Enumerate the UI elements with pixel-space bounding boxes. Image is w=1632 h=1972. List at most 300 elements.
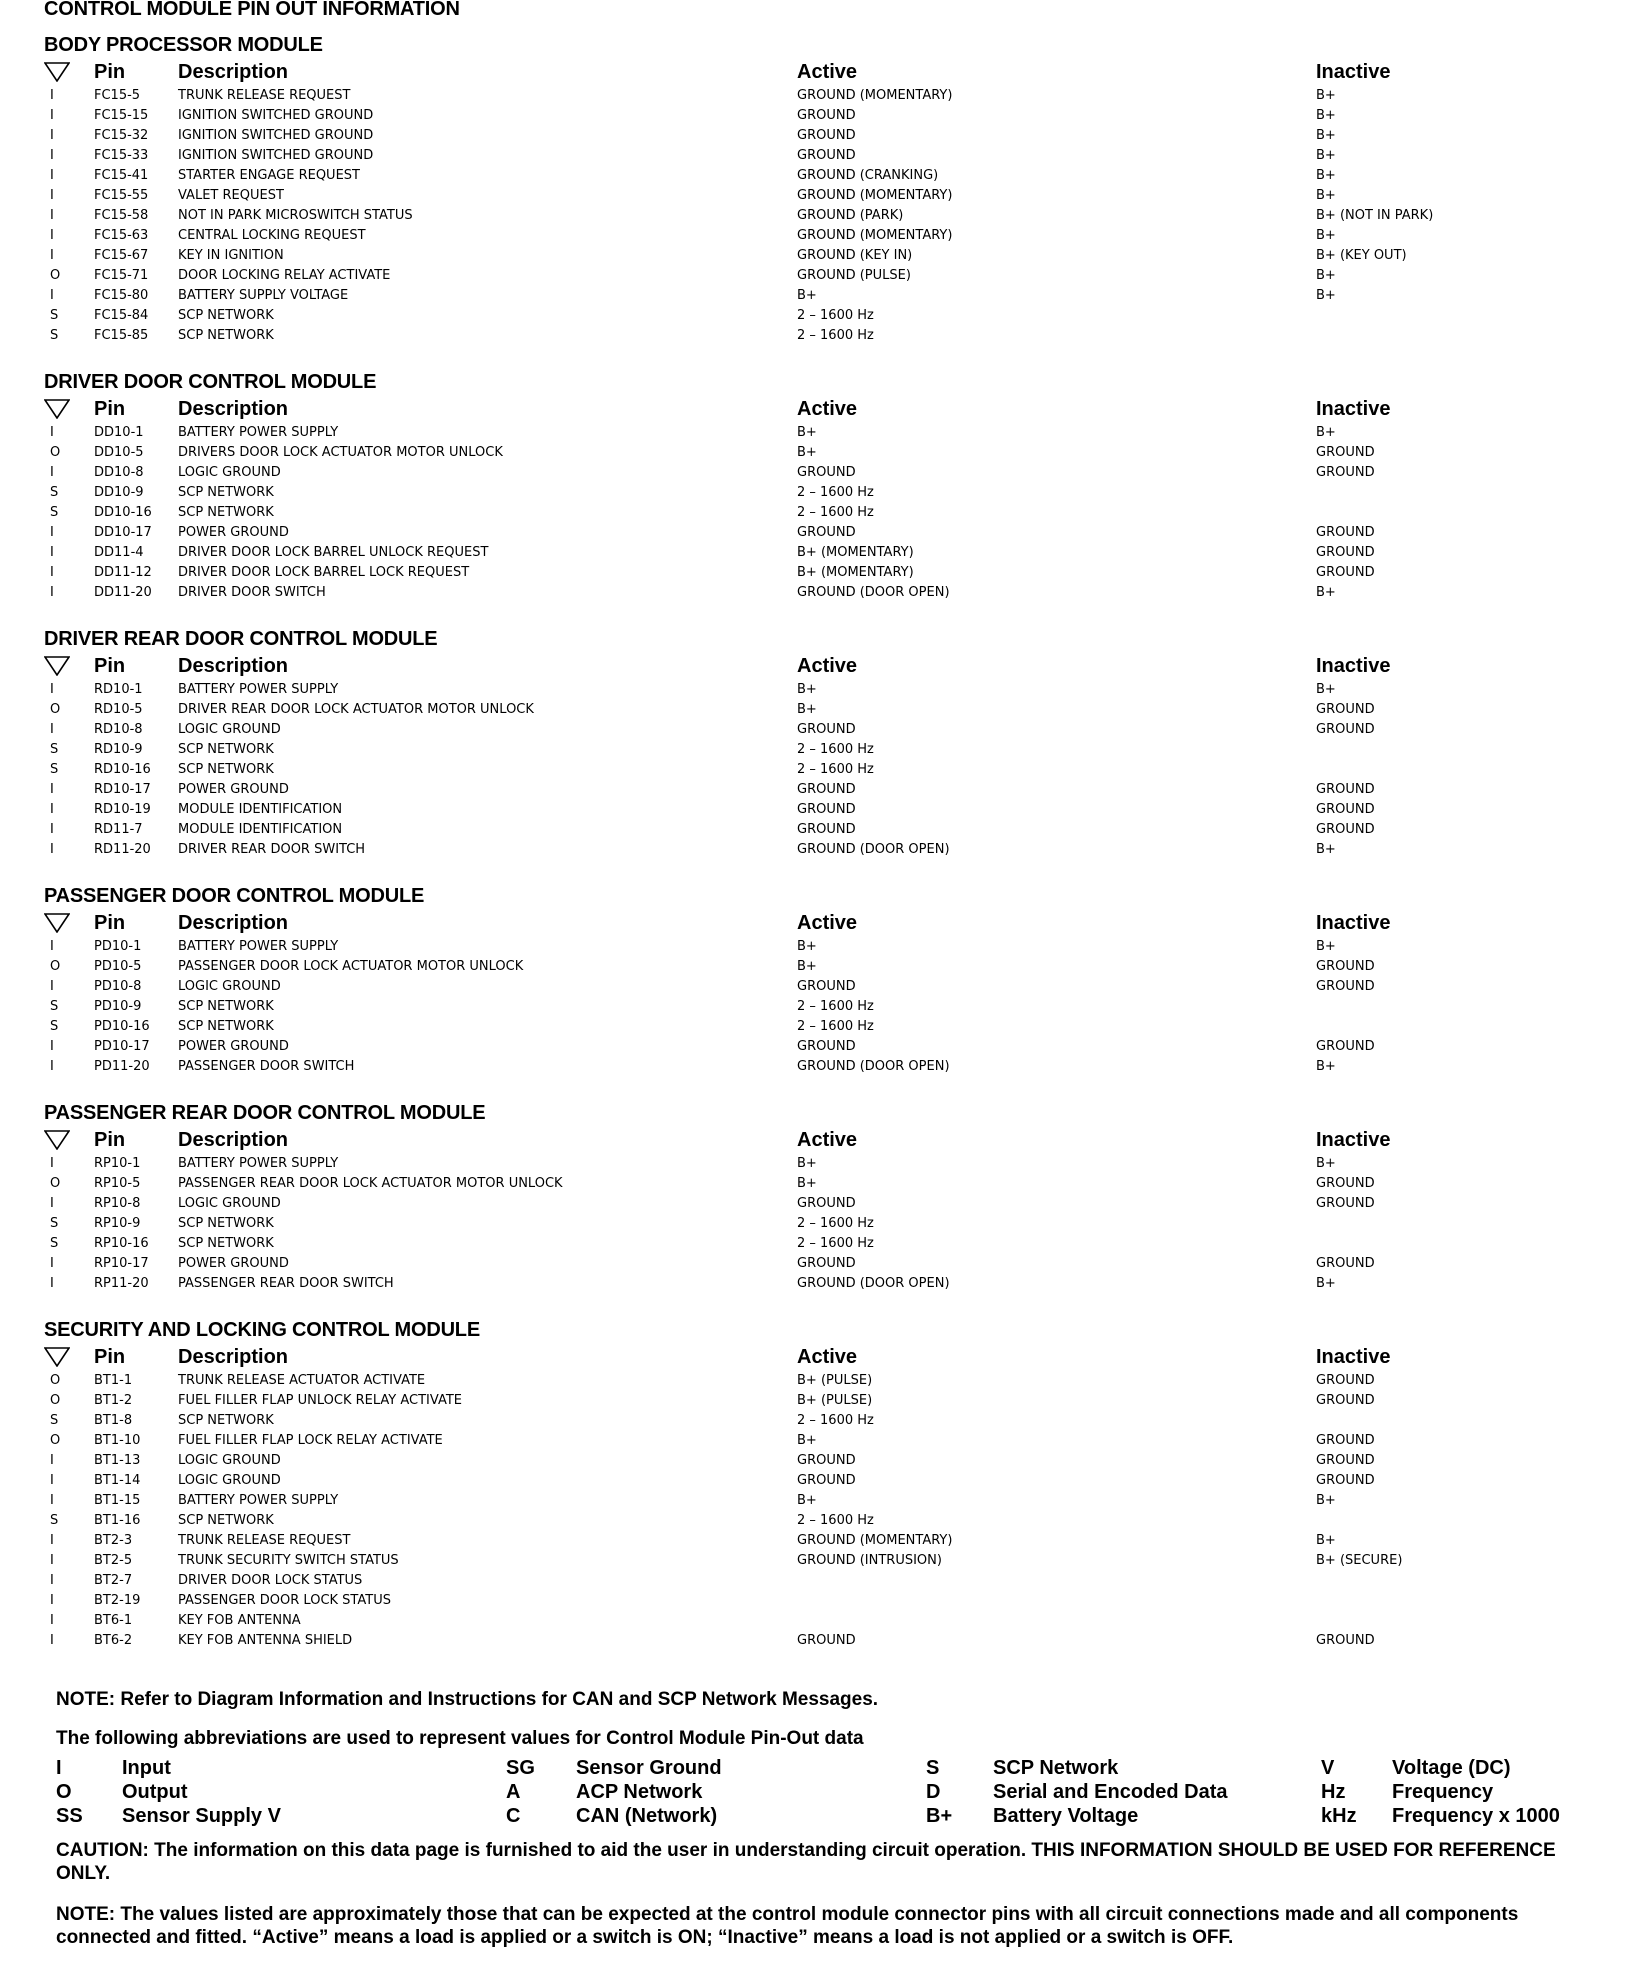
pin-type: I	[50, 1059, 54, 1074]
pin-id: FC15-5	[94, 88, 141, 103]
pin-active-value: GROUND (MOMENTARY)	[797, 228, 953, 243]
pin-row	[44, 720, 1604, 740]
pin-id: PD10-17	[94, 1039, 150, 1054]
pin-type: I	[50, 722, 54, 737]
pin-id: BT1-1	[94, 1373, 133, 1388]
pin-row	[44, 1274, 1604, 1294]
pin-description: SCP NETWORK	[178, 1413, 274, 1428]
pin-description: BATTERY POWER SUPPLY	[178, 425, 339, 440]
pin-inactive-value: GROUND	[1316, 565, 1375, 580]
network-note: NOTE: Refer to Diagram Information and Instructions for CAN and SCP Network Messages.	[56, 1689, 879, 1710]
pin-type: I	[50, 1553, 54, 1568]
pin-inactive-value: B+ (SECURE)	[1316, 1553, 1403, 1568]
abbr-meaning: Serial and Encoded Data	[993, 1781, 1228, 1803]
pin-active-value: GROUND	[797, 525, 856, 540]
pin-row	[44, 780, 1604, 800]
pin-inactive-value: B+	[1316, 1533, 1336, 1548]
pin-description: PASSENGER DOOR LOCK ACTUATOR MOTOR UNLOCK	[178, 959, 524, 974]
pin-active-value: GROUND	[797, 465, 856, 480]
pin-id: DD10-16	[94, 505, 152, 520]
active-header: Active	[797, 1346, 858, 1368]
pin-type: I	[50, 1156, 54, 1171]
triangle-down-icon	[44, 913, 70, 933]
pin-description: LOGIC GROUND	[178, 1196, 281, 1211]
pin-active-value: GROUND (DOOR OPEN)	[797, 1059, 950, 1074]
pin-description: PASSENGER REAR DOOR SWITCH	[178, 1276, 394, 1291]
active-header: Active	[797, 912, 858, 934]
pin-id: RP10-17	[94, 1256, 149, 1271]
section-title: PASSENGER DOOR CONTROL MODULE	[44, 885, 425, 907]
pin-description: MODULE IDENTIFICATION	[178, 822, 343, 837]
pin-active-value: B+	[797, 425, 817, 440]
pin-id: PD10-1	[94, 939, 142, 954]
pin-inactive-value: B+	[1316, 1276, 1336, 1291]
pin-row	[44, 1154, 1604, 1174]
pin-type: S	[50, 1413, 59, 1428]
pin-id: DD11-4	[94, 545, 144, 560]
section-title: SECURITY AND LOCKING CONTROL MODULE	[44, 1319, 480, 1341]
pin-type: O	[50, 1433, 61, 1448]
module-section	[44, 626, 1604, 860]
pin-inactive-value: B+	[1316, 1493, 1336, 1508]
pin-active-value: GROUND (INTRUSION)	[797, 1553, 942, 1568]
pin-active-value: B+ (MOMENTARY)	[797, 545, 914, 560]
pin-type: I	[50, 682, 54, 697]
pin-inactive-value: GROUND	[1316, 802, 1375, 817]
pin-active-value: GROUND	[797, 128, 856, 143]
caution-note: CAUTION: The information on this data page is furnished to aid the user in understanding circuit operation. THIS INFORMATION SHOULD BE USED FOR REFERENCE ONLY.	[56, 1840, 1556, 1884]
pin-type: I	[50, 228, 54, 243]
pin-row	[44, 463, 1604, 483]
pin-type: O	[50, 268, 61, 283]
pin-active-value: 2 – 1600 Hz	[797, 1019, 874, 1034]
pin-type: S	[50, 1513, 59, 1528]
pin-id: FC15-41	[94, 168, 149, 183]
pin-description: BATTERY POWER SUPPLY	[178, 682, 339, 697]
pin-type: I	[50, 208, 54, 223]
pin-description: SCP NETWORK	[178, 505, 274, 520]
pin-row	[44, 1411, 1604, 1431]
pin-row	[44, 583, 1604, 603]
pin-id: FC15-33	[94, 148, 149, 163]
active-header: Active	[797, 398, 858, 420]
pin-inactive-value: GROUND	[1316, 545, 1375, 560]
pin-row	[44, 266, 1604, 286]
pin-id: FC15-85	[94, 328, 149, 343]
pin-inactive-value: GROUND	[1316, 979, 1375, 994]
pin-inactive-value: GROUND	[1316, 465, 1375, 480]
pin-description: PASSENGER DOOR SWITCH	[178, 1059, 355, 1074]
pin-id: PD10-16	[94, 1019, 150, 1034]
pin-active-value: GROUND (MOMENTARY)	[797, 188, 953, 203]
pin-inactive-value: GROUND	[1316, 1176, 1375, 1191]
pin-row	[44, 1391, 1604, 1411]
pin-active-value: B+ (MOMENTARY)	[797, 565, 914, 580]
pin-type: I	[50, 288, 54, 303]
pin-row	[44, 86, 1604, 106]
pin-active-value: GROUND (PARK)	[797, 208, 904, 223]
pin-id: RD10-9	[94, 742, 143, 757]
pin-id: DD11-20	[94, 585, 152, 600]
pin-inactive-value: GROUND	[1316, 1196, 1375, 1211]
pin-active-value: 2 – 1600 Hz	[797, 742, 874, 757]
pin-description: BATTERY POWER SUPPLY	[178, 1156, 339, 1171]
pin-inactive-value: B+	[1316, 1156, 1336, 1171]
abbreviations-intro: The following abbreviations are used to represent values for Control Module Pin-Out data	[56, 1728, 864, 1749]
description-header: Description	[178, 61, 289, 83]
pin-description: IGNITION SWITCHED GROUND	[178, 108, 374, 123]
pin-id: RD10-19	[94, 802, 151, 817]
pin-row	[44, 957, 1604, 977]
abbr-meaning: CAN (Network)	[576, 1805, 718, 1827]
pin-active-value: B+ (PULSE)	[797, 1373, 873, 1388]
inactive-header: Inactive	[1316, 1346, 1391, 1368]
pin-inactive-value: B+	[1316, 188, 1336, 203]
abbr-meaning: ACP Network	[576, 1781, 703, 1803]
abbr-meaning: Sensor Ground	[576, 1757, 722, 1779]
active-header: Active	[797, 655, 858, 677]
abbreviation-row	[56, 1804, 1596, 1828]
pin-inactive-value: GROUND	[1316, 1453, 1375, 1468]
pin-description: LOGIC GROUND	[178, 1453, 281, 1468]
pin-id: FC15-15	[94, 108, 149, 123]
pin-type: I	[50, 545, 54, 560]
pin-active-value: GROUND	[797, 1039, 856, 1054]
pin-active-value: B+	[797, 445, 817, 460]
pin-active-value: GROUND	[797, 1633, 856, 1648]
abbr-meaning: Output	[122, 1781, 188, 1803]
abbr-code: S	[926, 1757, 940, 1779]
pin-id: BT1-10	[94, 1433, 141, 1448]
abbr-meaning: Voltage (DC)	[1392, 1757, 1511, 1779]
pin-type: S	[50, 742, 59, 757]
pin-id: RP10-5	[94, 1176, 141, 1191]
pin-row	[44, 760, 1604, 780]
pin-description: SCP NETWORK	[178, 1513, 274, 1528]
pin-type: I	[50, 979, 54, 994]
pin-description: FUEL FILLER FLAP UNLOCK RELAY ACTIVATE	[178, 1393, 462, 1408]
abbr-code: D	[926, 1781, 941, 1803]
abbreviations-legend	[56, 1756, 1596, 1828]
pin-inactive-value: B+	[1316, 425, 1336, 440]
pin-active-value: GROUND (KEY IN)	[797, 248, 913, 263]
pin-inactive-value: GROUND	[1316, 1373, 1375, 1388]
pin-description: SCP NETWORK	[178, 485, 274, 500]
pin-description: SCP NETWORK	[178, 1216, 274, 1231]
pin-type: I	[50, 525, 54, 540]
pin-type: I	[50, 802, 54, 817]
pin-id: PD10-5	[94, 959, 142, 974]
pin-id: BT6-2	[94, 1633, 133, 1648]
pin-id: FC15-55	[94, 188, 149, 203]
section-title: PASSENGER REAR DOOR CONTROL MODULE	[44, 1102, 486, 1124]
pin-description: LOGIC GROUND	[178, 1473, 281, 1488]
pin-description: POWER GROUND	[178, 782, 289, 797]
pin-row	[44, 1057, 1604, 1077]
pin-row	[44, 246, 1604, 266]
pin-id: RP10-16	[94, 1236, 149, 1251]
pin-id: DD10-8	[94, 465, 144, 480]
pin-active-value: B+	[797, 682, 817, 697]
pin-description: DRIVER REAR DOOR LOCK ACTUATOR MOTOR UNLOCK	[178, 702, 534, 717]
pin-row	[44, 226, 1604, 246]
description-header: Description	[178, 398, 289, 420]
pin-description: POWER GROUND	[178, 1256, 289, 1271]
pin-active-value: B+	[797, 1156, 817, 1171]
pin-row	[44, 1214, 1604, 1234]
pin-inactive-value: B+ (NOT IN PARK)	[1316, 208, 1434, 223]
pin-type: S	[50, 308, 59, 323]
pin-description: BATTERY POWER SUPPLY	[178, 1493, 339, 1508]
pin-inactive-value: B+	[1316, 585, 1336, 600]
pin-row	[44, 740, 1604, 760]
pin-description: TRUNK RELEASE REQUEST	[178, 88, 351, 103]
pin-row	[44, 1571, 1604, 1591]
pin-description: NOT IN PARK MICROSWITCH STATUS	[178, 208, 413, 223]
pin-inactive-value: B+ (KEY OUT)	[1316, 248, 1407, 263]
abbr-code: V	[1321, 1757, 1335, 1779]
pin-active-value: GROUND (PULSE)	[797, 268, 911, 283]
pin-row	[44, 186, 1604, 206]
module-section	[44, 32, 1604, 346]
pin-type: I	[50, 1593, 54, 1608]
pin-row	[44, 1234, 1604, 1254]
pin-description: DRIVER DOOR LOCK BARREL LOCK REQUEST	[178, 565, 470, 580]
abbr-code: SG	[506, 1757, 535, 1779]
pin-id: BT1-8	[94, 1413, 133, 1428]
pin-type: S	[50, 485, 59, 500]
pin-id: RP10-1	[94, 1156, 141, 1171]
column-header-row	[44, 1127, 1604, 1154]
active-header: Active	[797, 1129, 858, 1151]
abbr-meaning: Frequency x 1000	[1392, 1805, 1560, 1827]
triangle-down-icon	[44, 1347, 70, 1367]
description-header: Description	[178, 1129, 289, 1151]
pin-inactive-value: GROUND	[1316, 1393, 1375, 1408]
pin-inactive-value: B+	[1316, 842, 1336, 857]
inactive-header: Inactive	[1316, 398, 1391, 420]
pin-inactive-value: B+	[1316, 168, 1336, 183]
pin-active-value: 2 – 1600 Hz	[797, 762, 874, 777]
pin-description: SCP NETWORK	[178, 762, 274, 777]
pin-row	[44, 1471, 1604, 1491]
abbreviation-row	[56, 1756, 1596, 1780]
pin-inactive-value: GROUND	[1316, 822, 1375, 837]
pin-type: I	[50, 168, 54, 183]
pin-row	[44, 1194, 1604, 1214]
pin-inactive-value: GROUND	[1316, 722, 1375, 737]
pin-description: POWER GROUND	[178, 1039, 289, 1054]
pin-description: MODULE IDENTIFICATION	[178, 802, 343, 817]
pin-row	[44, 1511, 1604, 1531]
pin-description: STARTER ENGAGE REQUEST	[178, 168, 360, 183]
pin-active-value: 2 – 1600 Hz	[797, 1216, 874, 1231]
pin-inactive-value: B+	[1316, 108, 1336, 123]
pin-active-value: 2 – 1600 Hz	[797, 308, 874, 323]
pin-id: BT2-7	[94, 1573, 133, 1588]
pin-type: I	[50, 248, 54, 263]
pin-row	[44, 1017, 1604, 1037]
pin-description: SCP NETWORK	[178, 1236, 274, 1251]
pin-type: O	[50, 445, 61, 460]
pin-row	[44, 1451, 1604, 1471]
pin-description: LOGIC GROUND	[178, 722, 281, 737]
pin-row	[44, 106, 1604, 126]
pin-row	[44, 1371, 1604, 1391]
pin-row	[44, 206, 1604, 226]
pin-type: O	[50, 1373, 61, 1388]
triangle-down-icon	[44, 656, 70, 676]
pin-type: O	[50, 702, 61, 717]
pin-inactive-value: GROUND	[1316, 702, 1375, 717]
pin-type: S	[50, 999, 59, 1014]
pin-row	[44, 1591, 1604, 1611]
pin-row	[44, 840, 1604, 860]
pin-id: BT2-19	[94, 1593, 141, 1608]
pin-id: BT1-2	[94, 1393, 133, 1408]
pin-active-value: GROUND (DOOR OPEN)	[797, 585, 950, 600]
pin-inactive-value: GROUND	[1316, 1633, 1375, 1648]
pin-id: PD10-8	[94, 979, 142, 994]
pin-row	[44, 146, 1604, 166]
pin-id: BT1-13	[94, 1453, 141, 1468]
pin-id: FC15-84	[94, 308, 149, 323]
pin-type: O	[50, 1393, 61, 1408]
pin-type: I	[50, 148, 54, 163]
pin-type: I	[50, 1256, 54, 1271]
pin-id: RD11-7	[94, 822, 143, 837]
pin-inactive-value: GROUND	[1316, 1039, 1375, 1054]
abbr-code: I	[56, 1757, 62, 1779]
pin-id: PD10-9	[94, 999, 142, 1014]
abbr-code: B+	[926, 1805, 953, 1827]
pin-inactive-value: B+	[1316, 88, 1336, 103]
abbr-code: O	[56, 1781, 72, 1803]
module-section	[44, 883, 1604, 1077]
pin-row	[44, 483, 1604, 503]
pin-description: SCP NETWORK	[178, 742, 274, 757]
pin-description: KEY FOB ANTENNA	[178, 1613, 301, 1628]
pin-inactive-value: GROUND	[1316, 1256, 1375, 1271]
pin-header: Pin	[94, 1346, 126, 1368]
inactive-header: Inactive	[1316, 61, 1391, 83]
pin-active-value: B+	[797, 1493, 817, 1508]
pin-row	[44, 700, 1604, 720]
pin-type: I	[50, 465, 54, 480]
pin-id: DD10-9	[94, 485, 144, 500]
pin-active-value: 2 – 1600 Hz	[797, 505, 874, 520]
pin-active-value: GROUND	[797, 802, 856, 817]
pin-description: FUEL FILLER FLAP LOCK RELAY ACTIVATE	[178, 1433, 443, 1448]
pin-inactive-value: B+	[1316, 1059, 1336, 1074]
pin-active-value: GROUND (DOOR OPEN)	[797, 1276, 950, 1291]
pin-active-value: B+	[797, 1433, 817, 1448]
section-title: DRIVER REAR DOOR CONTROL MODULE	[44, 628, 438, 650]
pin-active-value: GROUND (MOMENTARY)	[797, 1533, 953, 1548]
pin-id: BT1-14	[94, 1473, 141, 1488]
pin-row	[44, 443, 1604, 463]
pin-row	[44, 1037, 1604, 1057]
pin-type: S	[50, 328, 59, 343]
pin-description: BATTERY SUPPLY VOLTAGE	[178, 288, 349, 303]
abbr-meaning: Input	[122, 1757, 171, 1779]
pin-description: VALET REQUEST	[178, 188, 284, 203]
pin-description: LOGIC GROUND	[178, 979, 281, 994]
column-header-row	[44, 59, 1604, 86]
pin-row	[44, 523, 1604, 543]
column-header-row	[44, 396, 1604, 423]
pin-id: FC15-67	[94, 248, 149, 263]
pin-description: KEY IN IGNITION	[178, 248, 284, 263]
column-header-row	[44, 910, 1604, 937]
pin-active-value: GROUND	[797, 108, 856, 123]
pin-description: IGNITION SWITCHED GROUND	[178, 148, 374, 163]
pin-inactive-value: GROUND	[1316, 525, 1375, 540]
description-header: Description	[178, 1346, 289, 1368]
pin-type: I	[50, 585, 54, 600]
pin-row	[44, 543, 1604, 563]
pin-header: Pin	[94, 655, 126, 677]
pin-row	[44, 977, 1604, 997]
pin-id: DD10-17	[94, 525, 152, 540]
pin-id: RD11-20	[94, 842, 151, 857]
pin-active-value: GROUND	[797, 1453, 856, 1468]
pin-description: TRUNK SECURITY SWITCH STATUS	[178, 1553, 399, 1568]
pin-id: RD10-16	[94, 762, 151, 777]
pin-description: DRIVER DOOR LOCK BARREL UNLOCK REQUEST	[178, 545, 489, 560]
values-note: NOTE: The values listed are approximately those that can be expected at the control module connector pins with all circuit connections made and all components connected and fitted. “Active” means a load is applied or a switch is ON; “Inactive” means a load is not applied or a switch is OFF.	[56, 1904, 1519, 1948]
pin-row	[44, 1431, 1604, 1451]
pin-description: BATTERY POWER SUPPLY	[178, 939, 339, 954]
pin-row	[44, 126, 1604, 146]
section-title: BODY PROCESSOR MODULE	[44, 34, 323, 56]
pin-inactive-value: GROUND	[1316, 959, 1375, 974]
pin-header: Pin	[94, 61, 126, 83]
pin-inactive-value: GROUND	[1316, 1433, 1375, 1448]
pin-type: I	[50, 188, 54, 203]
pin-type: S	[50, 505, 59, 520]
pin-type: I	[50, 1633, 54, 1648]
pin-row	[44, 563, 1604, 583]
pin-description: PASSENGER REAR DOOR LOCK ACTUATOR MOTOR UNLOCK	[178, 1176, 563, 1191]
pin-type: I	[50, 1473, 54, 1488]
inactive-header: Inactive	[1316, 655, 1391, 677]
pin-active-value: B+	[797, 702, 817, 717]
pin-type: I	[50, 1613, 54, 1628]
pin-type: I	[50, 1573, 54, 1588]
active-header: Active	[797, 61, 858, 83]
inactive-header: Inactive	[1316, 1129, 1391, 1151]
pin-id: FC15-58	[94, 208, 149, 223]
pin-description: DRIVER REAR DOOR SWITCH	[178, 842, 366, 857]
abbr-code: A	[506, 1781, 521, 1803]
pin-id: BT1-16	[94, 1513, 141, 1528]
pin-active-value: B+ (PULSE)	[797, 1393, 873, 1408]
column-header-row	[44, 1344, 1604, 1371]
column-header-row	[44, 653, 1604, 680]
pin-type: O	[50, 959, 61, 974]
pin-row	[44, 1631, 1604, 1651]
pin-inactive-value: B+	[1316, 939, 1336, 954]
pin-type: I	[50, 108, 54, 123]
pin-header: Pin	[94, 1129, 126, 1151]
pin-id: FC15-32	[94, 128, 149, 143]
pin-type: O	[50, 1176, 61, 1191]
triangle-down-icon	[44, 399, 70, 419]
abbr-meaning: Sensor Supply V	[122, 1805, 281, 1827]
pin-id: DD10-5	[94, 445, 144, 460]
pin-row	[44, 1174, 1604, 1194]
